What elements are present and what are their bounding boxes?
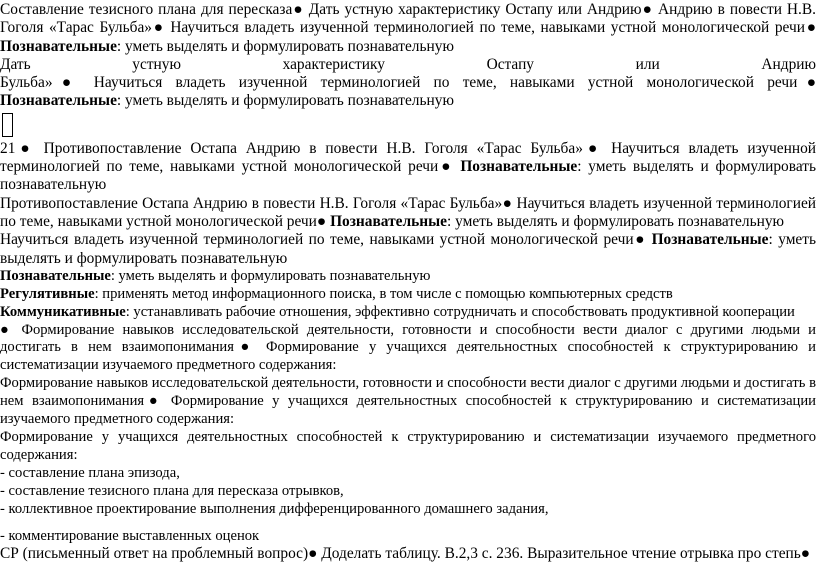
text: Бульба» — [0, 74, 53, 92]
text: Научиться владеть изученной терминологией по теме, навыками устной монологической речи — [0, 231, 634, 249]
text: Формирование навыков исследовательской деятельности, готовности и способности вести диалог с другими людьми и достигать в нем взаимопонимания — [0, 321, 816, 356]
bullet-icon: ● — [800, 545, 811, 563]
label-communicative: Коммуникативные — [0, 303, 126, 320]
text: Дать устную характеристику Остапу или Андрию — [0, 55, 816, 73]
list-item — [0, 528, 816, 546]
text: Формирование у учащихся деятельностных способностей к структурированию и систематизации изучаемого предметного содержания: — [0, 393, 816, 428]
bullet-icon: ● — [641, 1, 654, 18]
label-cognitive: Познавательные — [651, 231, 769, 249]
text: : применять метод информационного поиска, в том числе с помощью компьютерных средств — [94, 285, 673, 302]
bullet-icon: ● — [633, 231, 647, 249]
text: - составление тезисного плана для пересказа отрывков, — [0, 482, 344, 499]
paragraph-formation-2 — [0, 375, 816, 429]
label-cognitive: Познавательные — [460, 158, 578, 176]
paragraph-1 — [0, 1, 816, 56]
paragraph-cognitive — [0, 268, 816, 286]
label-regulatory: Регулятивные — [0, 285, 95, 302]
bullet-icon: ● — [308, 545, 318, 563]
text: - составление плана эпизода, — [0, 464, 180, 481]
paragraph-3 — [0, 140, 816, 195]
paragraph-formation-3 — [0, 429, 816, 465]
text: : устанавливать рабочие отношения, эффективно сотрудничать и способствовать продуктивной кооперации — [125, 303, 795, 320]
paragraph-regulatory — [0, 286, 816, 304]
text: Формирование у учащихся деятельностных способностей к структурированию и систематизации изучаемого предметного содержания: — [0, 429, 816, 463]
text: - комментирование выставленных оценок — [0, 527, 260, 544]
list-item — [0, 501, 816, 519]
label-cognitive: Познавательные — [330, 212, 447, 230]
bullet-icon: ● — [0, 321, 14, 338]
text: Формирование у учащихся деятельностных способностей к структурированию и систематизации изучаемого предметного содержания: — [0, 339, 816, 374]
text: СР (письменный ответ на проблемный вопрос) — [0, 545, 309, 563]
bullet-icon: ● — [438, 158, 454, 176]
list-item — [0, 483, 816, 501]
bullet-icon: ● — [233, 339, 256, 356]
blank-line — [0, 519, 816, 528]
label-cognitive: Познавательные — [0, 92, 117, 110]
bullet-icon: ● — [15, 139, 35, 157]
text: Составление тезисного плана для пересказа — [0, 1, 293, 18]
bullet-icon: ● — [292, 1, 304, 18]
label-cognitive: Познавательные — [0, 37, 117, 55]
text: - коллективное проектирование выполнения дифференцированного домашнего задания, — [0, 500, 549, 517]
paragraph-2-line-1 — [0, 56, 816, 74]
text: : уметь выделять и формулировать познавательную — [0, 231, 816, 267]
paragraph-formation-1 — [0, 322, 816, 376]
text: Научиться владеть изученной терминологией по теме, навыками устной монологической речи — [80, 74, 798, 92]
text: Противопоставление Остапа Андрию в повести Н.В. Гоголя «Тарас Бульба» — [34, 139, 583, 157]
text: Научиться владеть изученной терминологией по теме, навыками устной монологической речи — [0, 194, 816, 230]
bullet-icon: ● — [144, 393, 163, 410]
text: : уметь выделять и формулировать познавательную — [116, 37, 454, 55]
paragraph-communicative — [0, 304, 816, 322]
paragraph-homework — [0, 545, 816, 563]
bullet-icon: ● — [797, 74, 816, 92]
paragraph-4 — [0, 195, 816, 232]
paragraph-2 — [0, 74, 816, 111]
text: : уметь выделять и формулировать познавательную — [446, 212, 785, 230]
text: Научиться владеть изученной терминологией по теме, навыками устной монологической речи — [0, 139, 816, 176]
text: Андрию в повести Н.В. Гоголя «Тарас Бульба» — [0, 1, 816, 37]
bullet-icon: ● — [52, 74, 81, 92]
text-cursor-box[interactable] — [2, 113, 13, 137]
text: Научиться владеть изученной терминологией по теме, навыками устной монологической речи — [164, 19, 805, 37]
text: Дать устную характеристику Остапу или Андрию — [303, 1, 642, 18]
label-cognitive: Познавательные — [0, 267, 111, 284]
text: Противопоставление Остапа Андрию в повести Н.В. Гоголя «Тарас Бульба» — [0, 194, 503, 212]
bullet-icon: ● — [316, 212, 327, 230]
text: Формирование навыков исследовательской деятельности, готовности и способности вести диалог с другими людьми и достигать в нем взаимопонимания — [0, 375, 816, 410]
paragraph-5 — [0, 231, 816, 268]
text: : уметь выделять и формулировать познавательную — [0, 158, 816, 194]
bullet-icon: ● — [582, 139, 603, 157]
bullet-icon: ● — [502, 194, 513, 212]
text: Доделать таблицу. В.2,3 с. 236. Выразительное чтение отрывка про степь — [317, 545, 801, 563]
text: : уметь выделять и формулировать познавательную — [110, 267, 431, 284]
list-item — [0, 465, 816, 483]
bullet-icon: ● — [804, 19, 816, 37]
text: 21 — [0, 139, 16, 157]
bullet-icon: ● — [152, 19, 165, 37]
text: : уметь выделять и формулировать познавательную — [116, 92, 454, 110]
